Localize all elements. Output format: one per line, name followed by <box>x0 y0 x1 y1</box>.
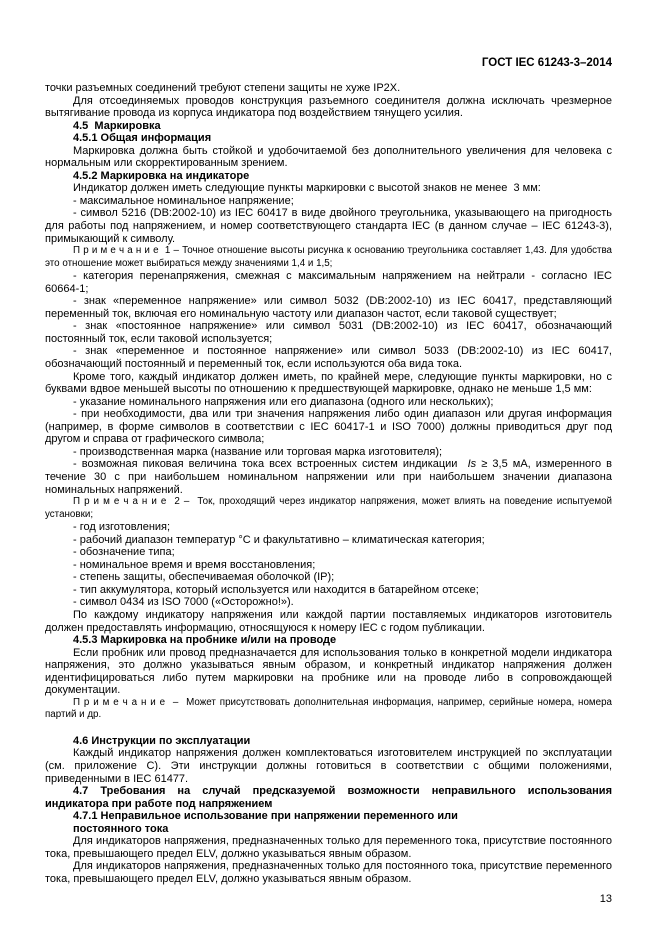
note-paragraph-1: П р и м е ч а н и е 1 – Точное отношение высоты рисунка к основанию треугольника составляет 1,43. Для удобства это отношение может выбираться между значениями 1,4 и 1,5; <box>45 245 612 269</box>
list-item: - символ 0434 из ISO 7000 («Осторожно!»). <box>73 596 294 609</box>
list-item: - год изготовления; <box>73 521 171 534</box>
current-symbol-Is: Is <box>467 458 477 471</box>
body-paragraph: Для индикаторов напряжения, предназначенных только для постоянного тока, присутствие переменного тока, превышающего предел ELV, должно указываться явным образом. <box>45 860 612 885</box>
list-item: - максимальное номинальное напряжение; <box>73 194 294 207</box>
running-header-standard-number: ГОСТ IEC 61243-3–2014 <box>481 57 612 69</box>
body-paragraph: Кроме того, каждый индикатор должен иметь, по крайней мере, следующие пункты маркировки, но с буквами вдвое меньшей высоты по отношению к предшествующей маркировке, однако не меньше 1,5 мм: <box>45 370 612 396</box>
document-body <box>45 82 612 885</box>
list-item: - категория перенапряжения, смежная с максимальным напряжением на нейтрали - согласно IEC 60664-1; <box>45 270 612 295</box>
list-item: - знак «постоянное напряжение» или символ 5031 (DB:2002-10) из IEC 60417, обозначающий постоянный ток, если таковой используется; <box>45 320 612 345</box>
list-item: - знак «переменное напряжение» или символ 5032 (DB:2002-10) из IEC 60417, представляющий переменный ток, включая его номинальную частоту или диапазон частот, если таковой существует; <box>45 295 612 320</box>
body-paragraph: Если пробник или провод предназначается для использования только в конкретной модели индикатора напряжения, это должно указываться явным образом, и конкретный индикатор напряжения должен идентифицироваться либо путем маркировки на пробнике или на проводе либо в сопровождающей документации. <box>45 646 612 697</box>
page-number: 13 <box>599 893 612 906</box>
list-item-peak-current <box>45 458 612 496</box>
section-heading-4-5-3: 4.5.3 Маркировка на пробнике и/или на проводе <box>73 634 337 647</box>
list-item: - степень защиты, обеспечиваемая оболочкой (IP); <box>73 571 335 584</box>
note-paragraph: П р и м е ч а н и е – Может присутствовать дополнительная информация, например, серийные номера, номера партий и др. <box>45 696 612 721</box>
list-item: - указание номинального напряжения или его диапазона (одного или нескольких); <box>73 395 494 408</box>
list-item-text-post: ≥ 3,5 мА, измеренного в течение 30 с при наибольшем номинальном напряжении или при наибольшем значении диапазона номинальных напряжений. <box>45 458 612 496</box>
section-heading-4-7-1-line2: постоянного тока <box>73 822 169 835</box>
body-paragraph-continued: точки разъемных соединений требуют степени защиты не хуже IP2X. <box>45 82 401 94</box>
section-heading-4-5-2: 4.5.2 Маркировка на индикаторе <box>73 169 250 182</box>
list-item: - тип аккумулятора, который используется или находится в батарейном отсеке; <box>73 583 479 596</box>
section-heading-4-7: 4.7 Требования на случай предсказуемой возможности неправильного использования индикатора при работе под напряжением <box>45 785 612 810</box>
note-paragraph-2: П р и м е ч а н и е 2 – Ток, проходящий через индикатор напряжения, может влиять на поведение испытуемой установки; <box>45 496 612 520</box>
body-paragraph: Для индикаторов напряжения, предназначенных только для переменного тока, присутствие постоянного тока, превышающего предел ELV, должно указываться явным образом. <box>45 835 612 860</box>
list-item: - знак «переменное и постоянное напряжение» или символ 5033 (DB:2002-10) из IEC 60417, обозначающий постоянный и переменный ток, если используются оба вида тока. <box>45 345 612 371</box>
section-heading-4-7-1-line1: 4.7.1 Неправильное использование при напряжении переменного или <box>73 810 458 823</box>
section-heading-4-5: 4.5 Маркировка <box>73 119 161 132</box>
list-item: - символ 5216 (DB:2002-10) из IEC 60417 в виде двойного треугольника, указывающего на пригодность для работы под напряжением, и номер соответствующего стандарта IEC (в данном случае – IEC 61243-3), примыкающий к символу. <box>45 207 612 245</box>
body-paragraph: Каждый индикатор напряжения должен комплектоваться изготовителем инструкцией по эксплуатации (см. приложение С). Эти инструкции должны готовиться в соответствии с общими положениями, приведенными в IEC 61477. <box>45 747 612 785</box>
list-item: - обозначение типа; <box>73 546 175 559</box>
list-item-text-pre: - возможная пиковая величина тока всех встроенных систем индикации <box>73 458 468 471</box>
list-item: - рабочий диапазон температур °С и факультативно – климатическая категория; <box>73 533 485 546</box>
body-paragraph: По каждому индикатору напряжения или каждой партии поставляемых индикаторов изготовитель должен предоставлять информацию, относящуюся к номеру IEC с годом публикации. <box>45 608 612 634</box>
body-paragraph: Индикатор должен иметь следующие пункты маркировки с высотой знаков не менее 3 мм: <box>73 182 541 195</box>
body-paragraph: Маркировка должна быть стойкой и удобочитаемой без дополнительного увеличения для человека с нормальным или скорректированным зрением. <box>45 144 612 170</box>
list-item: - при необходимости, два или три значения напряжения либо один диапазон или другая информация (например, в форме символов в соответствии с IEC 60417-1 и ISO 7000) должны приводиться друг под другом и справа от графического символа; <box>45 408 612 446</box>
section-heading-4-6: 4.6 Инструкции по эксплуатации <box>73 734 251 747</box>
section-heading-4-5-1: 4.5.1 Общая информация <box>73 132 212 145</box>
body-paragraph: Для отсоединяемых проводов конструкция разъемного соединителя должна исключать чрезмерное вытягивание провода из корпуса индикатора под воздействием тянущего усилия. <box>45 94 612 120</box>
list-item: - производственная марка (название или торговая марка изготовителя); <box>73 445 443 458</box>
list-item: - номинальное время и время восстановления; <box>73 558 316 571</box>
